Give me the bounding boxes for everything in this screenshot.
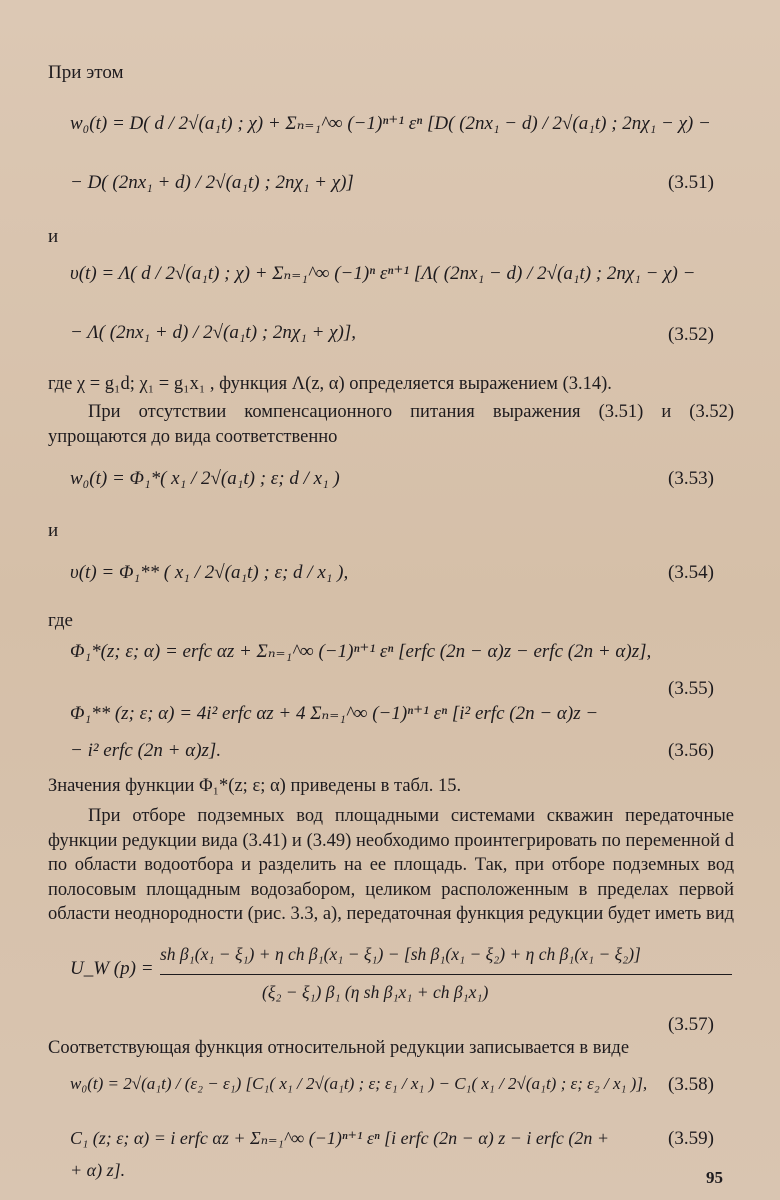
equation-3-59-line-2: + α) z]. (70, 1160, 126, 1180)
conjunction-and-1: и (48, 226, 59, 247)
equation-3-54: υ(t) = Φ₁** ( x₁ / 2√(a₁t) ; ε; d / x₁ ), (70, 562, 349, 583)
equation-number-3-57: (3.57) (668, 1014, 714, 1035)
fraction-bar (160, 974, 732, 975)
equation-number-3-55: (3.55) (668, 678, 714, 699)
paragraph-simplification: При отсутствии компенсационного питания выражения (3.51) и (3.52) упрощаются до вида соответственно (48, 402, 734, 447)
paragraph-areal-systems: При отборе подземных вод площадными системами скважин передаточные функции редукции вида (3.41) и (3.49) необходимо проинтегрировать по переменной d по области водоотбора и разделить на ее площадь. Так, при отборе подземных вод полосовым площадным водозабором, целиком расположенным в пределах первой области неоднородности (рис. 3.3, а), передаточная функция редукции будет иметь вид (48, 806, 735, 925)
conjunction-and-2: и (48, 520, 59, 541)
where-label-2: где (48, 610, 73, 631)
equation-number-3-54: (3.54) (668, 562, 714, 583)
equation-3-51-line-1: w₀(t) = D( d / 2√(a₁t) ; χ) + Σₙ₌₁^∞ (−1)ⁿ⁺¹ εⁿ [D( (2nx₁ − d) / 2√(a₁t) ; 2nχ₁ − χ) − (70, 113, 711, 134)
where-definition-1: где χ = g₁d; χ₁ = g₁x₁ , функция Λ(z, α) определяется выражением (3.14). (48, 374, 612, 394)
equation-number-3-59: (3.59) (668, 1128, 714, 1149)
intro-text: При этом (48, 62, 124, 83)
equation-3-52-line-2: − Λ( (2nx₁ + d) / 2√(a₁t) ; 2nχ₁ + χ)], (70, 322, 356, 343)
equation-3-59-line-1: C₁ (z; ε; α) = i erfc αz + Σₙ₌₁^∞ (−1)ⁿ⁺¹ εⁿ [i erfc (2n − α) z − i erfc (2n + (70, 1128, 610, 1148)
equation-3-57-denominator: (ξ₂ − ξ₁) β₁ (η sh β₁x₁ + ch β₁x₁) (262, 982, 489, 1002)
equation-3-51-line-2: − D( (2nx₁ + d) / 2√(a₁t) ; 2nχ₁ + χ)] (70, 172, 354, 193)
equation-3-58: w₀(t) = 2√(a₁t) / (ε₂ − ε₁) [C₁( x₁ / 2√(a₁t) ; ε; ε₁ / x₁ ) − C₁( x₁ / 2√(a₁t) ; ε; ε₂ / x₁ )], (70, 1074, 648, 1093)
equation-3-53: w₀(t) = Φ₁*( x₁ / 2√(a₁t) ; ε; d / x₁ ) (70, 468, 340, 489)
equation-3-52-line-1: υ(t) = Λ( d / 2√(a₁t) ; χ) + Σₙ₌₁^∞ (−1)ⁿ εⁿ⁺¹ [Λ( (2nx₁ − d) / 2√(a₁t) ; 2nχ₁ − χ) − (70, 263, 696, 284)
equation-number-3-53: (3.53) (668, 468, 714, 489)
equation-3-56-line-2: − i² erfc (2n + α)z]. (70, 740, 222, 761)
relative-reduction-intro: Соответствующая функция относительной редукции записывается в виде (48, 1038, 630, 1058)
table-reference-note: Значения функции Φ₁*(z; ε; α) приведены в табл. 15. (48, 776, 462, 796)
equation-number-3-56: (3.56) (668, 740, 714, 761)
equation-3-57-numerator: sh β₁(x₁ − ξ₁) + η ch β₁(x₁ − ξ₁) − [sh β₁(x₁ − ξ₂) + η ch β₁(x₁ − ξ₂)] (160, 944, 641, 964)
equation-number-3-51: (3.51) (668, 172, 714, 193)
equation-number-3-52: (3.52) (668, 324, 714, 345)
equation-number-3-58: (3.58) (668, 1074, 714, 1095)
equation-3-55: Φ₁*(z; ε; α) = erfc αz + Σₙ₌₁^∞ (−1)ⁿ⁺¹ εⁿ [erfc (2n − α)z − erfc (2n + α)z], (70, 641, 652, 662)
equation-3-57-lhs: U_W (p) = (70, 958, 154, 979)
page-number: 95 (706, 1168, 723, 1187)
equation-3-56-line-1: Φ₁** (z; ε; α) = 4i² erfc αz + 4 Σₙ₌₁^∞ (−1)ⁿ⁺¹ εⁿ [i² erfc (2n − α)z − (70, 703, 599, 724)
